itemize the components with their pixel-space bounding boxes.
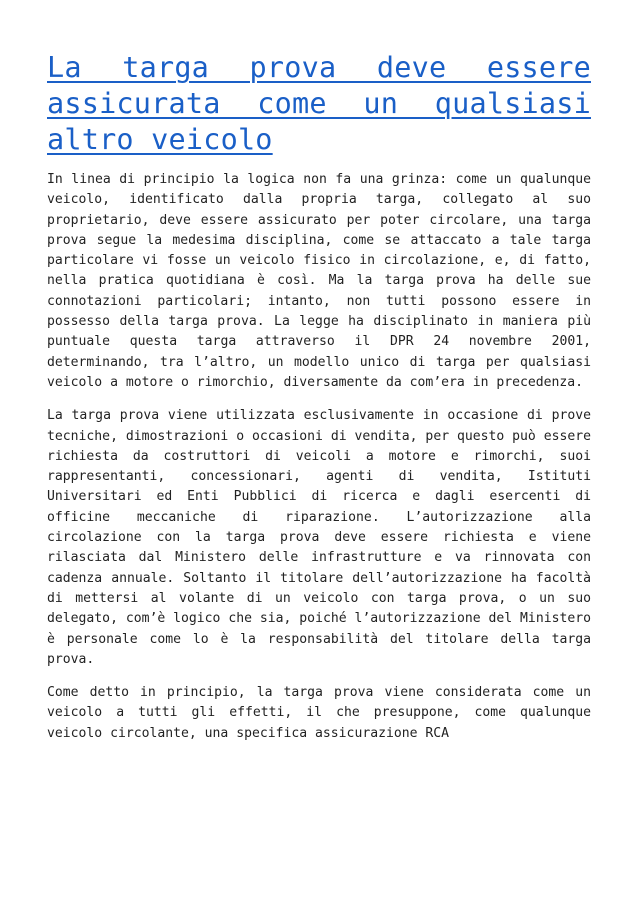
article-title-link[interactable]: La targa prova deve essere assicurata come un qualsiasi altro veicolo <box>47 51 591 156</box>
article-paragraph-2: La targa prova viene utilizzata esclusivamente in occasione di prove tecniche, dimostrazioni o occasioni di vendita, per questo può essere richiesta da costruttori di veicoli a motore e rimorchi, suoi rappresentanti, concessionari, agenti di vendita, Istituti Universitari ed Enti Pubblici di ricerca e dagli esercenti di officine meccaniche di riparazione. L’autorizzazione alla circolazione con la targa prova deve essere richiesta e viene rilasciata dal Ministero delle infrastrutture e va rinnovata con cadenza annuale. Soltanto il titolare dell’autorizzazione ha facoltà di mettersi al volante di un veicolo con targa prova, o un suo delegato, com’è logico che sia, poiché l’autorizzazione del Ministero è personale come lo è la responsabilità del titolare della targa prova. <box>47 408 591 667</box>
article <box>47 50 591 757</box>
article-paragraph-1: In linea di principio la logica non fa una grinza: come un qualunque veicolo, identificato dalla propria targa, collegato al suo proprietario, deve essere assicurato per poter circolare, una targa prova segue la medesima disciplina, come se attaccato a tale targa particolare vi fosse un veicolo fisico in circolazione, e, di fatto, nella pratica quotidiana è così. Ma la targa prova ha delle sue connotazioni particolari; intanto, non tutti possono essere in possesso della targa prova. La legge ha disciplinato in maniera più puntuale questa targa attraverso il DPR 24 novembre 2001, determinando, tra l’altro, un modello unico di targa per qualsiasi veicolo a motore o rimorchio, diversamente da com’era in precedenza. <box>47 172 591 390</box>
article-paragraph-3: Come detto in principio, la targa prova viene considerata come un veicolo a tutti gli effetti, il che presuppone, come qualunque veicolo circolante, una specifica assicurazione RCA <box>47 685 591 741</box>
